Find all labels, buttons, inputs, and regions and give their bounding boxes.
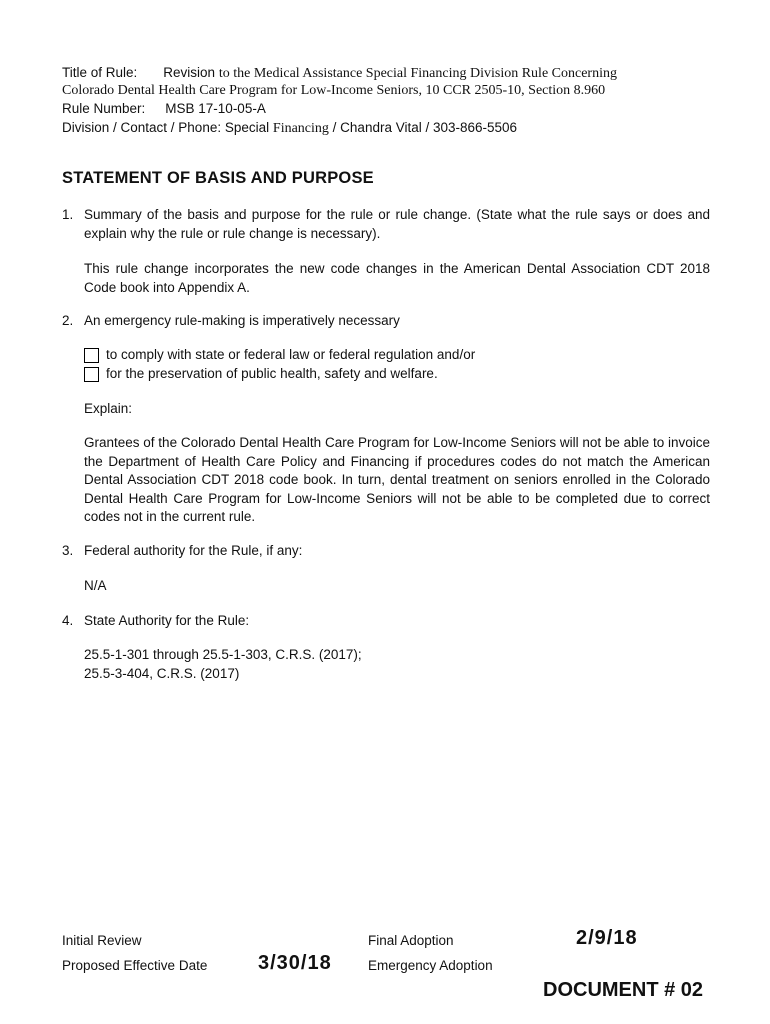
item-2-number: 2.: [62, 313, 74, 328]
item-3-number: 3.: [62, 543, 74, 558]
explain-label: Explain:: [84, 401, 133, 416]
item-4-number: 4.: [62, 613, 74, 628]
authority-line-2: 25.5-3-404, C.R.S. (2017): [84, 666, 240, 681]
document-number: DOCUMENT # 02: [543, 979, 704, 1001]
initial-review-label: Initial Review: [62, 933, 142, 948]
comply-checkbox[interactable]: [84, 348, 99, 363]
checkbox-row-comply[interactable]: [84, 346, 475, 365]
final-adoption-label: Final Adoption: [368, 933, 454, 948]
division-contact-line: [62, 119, 517, 138]
checkbox-row-preservation[interactable]: [84, 365, 438, 384]
item-2: [62, 312, 710, 331]
item-4-text: State Authority for the Rule:: [84, 613, 250, 628]
division-lead: Special: [224, 120, 270, 135]
item-1-text: Summary of the basis and purpose for the rule or rule change. (State what the rule says or does and explain why the rule or rule change is necessary).: [84, 207, 710, 241]
comply-checkbox-label: to comply with state or federal law or federal regulation and/or: [106, 347, 476, 362]
title-of-rule-text: to the Medical Assistance Special Financing Division Rule Concerning: [218, 66, 617, 81]
item-1-body: This rule change incorporates the new code changes in the American Dental Association CDT 2018 Code book into Appendix A.: [84, 261, 710, 295]
preservation-checkbox-label: for the preservation of public health, safety and welfare.: [106, 366, 438, 381]
rule-number-label: Rule Number:: [62, 101, 146, 116]
item-1: [62, 206, 710, 243]
item-4: [62, 612, 710, 631]
explain-text: Grantees of the Colorado Dental Health Care Program for Low-Income Seniors will not be able to invoice the Department of Health Care Policy and Financing if procedures codes do not match the American Dental Association CDT 2018 code book. In turn, dental treatment on seniors enrolled in the Colorado Dental Health Care Program for Low-Income Seniors will not be able to be completed due to correct codes not in the current rule.: [84, 435, 710, 524]
authority-line-1: 25.5-1-301 through 25.5-1-303, C.R.S. (2017);: [84, 647, 362, 662]
emergency-adoption-label: Emergency Adoption: [368, 958, 493, 973]
item-2-text: An emergency rule-making is imperatively necessary: [84, 313, 400, 328]
item-3-text: Federal authority for the Rule, if any:: [84, 543, 303, 558]
rule-number-line: [62, 100, 266, 118]
proposed-effective-date-label: Proposed Effective Date: [62, 958, 208, 973]
title-of-rule-label: Title of Rule:: [62, 65, 138, 80]
title-of-rule-continued: Colorado Dental Health Care Program for Low-Income Seniors, 10 CCR 2505-10, Section 8.960: [62, 83, 606, 98]
item-3: [62, 542, 710, 561]
section-heading: STATEMENT OF BASIS AND PURPOSE: [62, 169, 374, 187]
proposed-effective-date: 3/30/18: [258, 952, 332, 974]
final-adoption-date: 2/9/18: [576, 927, 638, 949]
title-of-rule-lead: Revision: [163, 65, 216, 80]
division-name: Financing: [272, 121, 329, 136]
division-contact: / Chandra Vital / 303-866-5506: [332, 120, 518, 135]
rule-number-value: MSB 17-10-05-A: [165, 101, 266, 116]
item-3-answer: N/A: [84, 578, 107, 593]
preservation-checkbox[interactable]: [84, 367, 99, 382]
division-label: Division / Contact / Phone:: [62, 120, 222, 135]
item-1-number: 1.: [62, 207, 74, 222]
title-of-rule-line: [62, 64, 617, 83]
